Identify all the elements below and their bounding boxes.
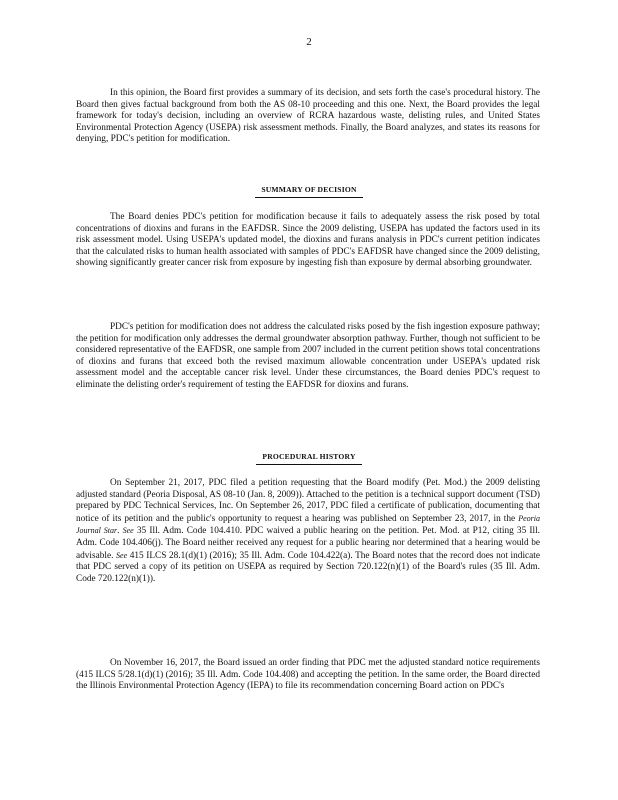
procedural-section-2 (76, 658, 540, 693)
summary-heading-wrap (0, 184, 618, 198)
procedural-heading: PROCEDURAL HISTORY (256, 451, 361, 465)
procedural-paragraph-1: On September 21, 2017, PDC filed a petition requesting that the Board modify (Pet. Mod.) the 2009 delisting adjusted standard (Peoria Disposal, AS 08-10 (Jan. 8, 2009)). Attached to the petition is a technical support document (TSD) prepared by PDC Technical Services, Inc. On September 26, 2017, PDC filed a certificate of publication, documenting that notice of its petition and the public's opportunity to request a hearing was published on September 23, 2017, in the Peoria Journal Star. See 35 Ill. Adm. Code 104.410. PDC waived a public hearing on the petition. Pet. Mod. at P12, citing 35 Ill. Adm. Code 104.406(j). The Board neither received any request for a public hearing nor determined that a hearing would be advisable. See 415 ILCS 28.1(d)(1) (2016); 35 Ill. Adm. Code 104.422(a). The Board notes that the record does not indicate that PDC served a copy of its petition on USEPA as required by Section 720.122(n)(1) of the Board's rules (35 Ill. Adm. Code 720.122(n)(1)). (76, 478, 540, 584)
summary-section-1 (76, 212, 540, 270)
procedural-heading-wrap (0, 451, 618, 465)
page-number: 2 (306, 36, 312, 48)
procedural-text-part2: 35 Ill. Adm. Code 104.410. PDC waived a public hearing on the petition. Pet. Mod. at P12, citing 35 Ill. Adm. Code 104.406(j). The Board neither received any request for a public hearing nor determined that a hearing would be advisable. (76, 526, 540, 561)
see-signal-1: See (122, 526, 134, 536)
summary-section-2 (76, 322, 540, 392)
intro-paragraph: In this opinion, the Board first provides a summary of its decision, and sets forth the case's procedural history. The Board then gives factual background from both the AS 08-10 proceeding and this one. Next, the Board provides the legal framework for today's decision, including an overview of RCRA hazardous waste, delisting rules, and United States Environmental Protection Agency (USEPA) risk assessment methods. Finally, the Board analyzes, and states its reasons for denying, PDC's petition for modification. (76, 88, 540, 145)
intro-section (76, 88, 540, 146)
procedural-text-part1: On September 21, 2017, PDC filed a petition requesting that the Board modify (Pet. Mod.) the 2009 delisting adjusted standard (Peoria Disposal, AS 08-10 (Jan. 8, 2009)). Attached to the petition is a technical support document (TSD) prepared by PDC Technical Services, Inc. On September 26, 2017, PDC filed a certificate of publication, documenting that notice of its petition and the public's opportunity to request a hearing was published on September 23, 2017, in the (76, 478, 540, 524)
summary-paragraph-1: The Board denies PDC's petition for modification because it fails to adequately assess the risk posed by total concentrations of dioxins and furans in the EAFDSR. Since the 2009 delisting, USEPA has updated the factors used in its risk assessment model. Using USEPA's updated model, the dioxins and furans analysis in PDC's current petition indicates that the calculated risks to human health associated with samples of PDC's EAFDSR have changed since the 2009 delisting, showing significantly greater cancer risk from exposure by ingesting fish than exposure by dermal absorbing groundwater. (76, 212, 540, 269)
see-signal-2: See (116, 550, 128, 560)
journal-name: Peoria Journal Star (76, 513, 540, 536)
procedural-text-part3: 415 ILCS 28.1(d)(1) (2016); 35 Ill. Adm. Code 104.422(a). The Board notes that the record does not indicate that PDC served a copy of its petition on USEPA as required by Section 720.122(n)(1) of the Board's rules (35 Ill. Adm. Code 720.122(n)(1)). (76, 550, 540, 584)
procedural-paragraph-2: On November 16, 2017, the Board issued an order finding that PDC met the adjusted standard notice requirements (415 ILCS 5/28.1(d)(1) (2016); 35 Ill. Adm. Code 104.408) and accepting the petition. In the same order, the Board directed the Illinois Environmental Protection Agency (IEPA) to file its recommendation concerning Board action on PDC's (76, 658, 540, 692)
procedural-section-1 (76, 478, 540, 585)
summary-paragraph-2: PDC's petition for modification does not address the calculated risks posed by the fish ingestion exposure pathway; the petition for modification only addresses the dermal groundwater absorption pathway. Further, though not sufficient to be considered representative of the EAFDSR, one sample from 2007 included in the current petition shows total concentrations of dioxins and furans that exceed both the revised maximum allowable concentration under USEPA's updated risk assessment model and the acceptable cancer risk level. Under these circumstances, the Board denies PDC's request to eliminate the delisting order's requirement of testing the EAFDSR for dioxins and furans. (76, 322, 540, 390)
summary-heading: SUMMARY OF DECISION (255, 184, 362, 198)
